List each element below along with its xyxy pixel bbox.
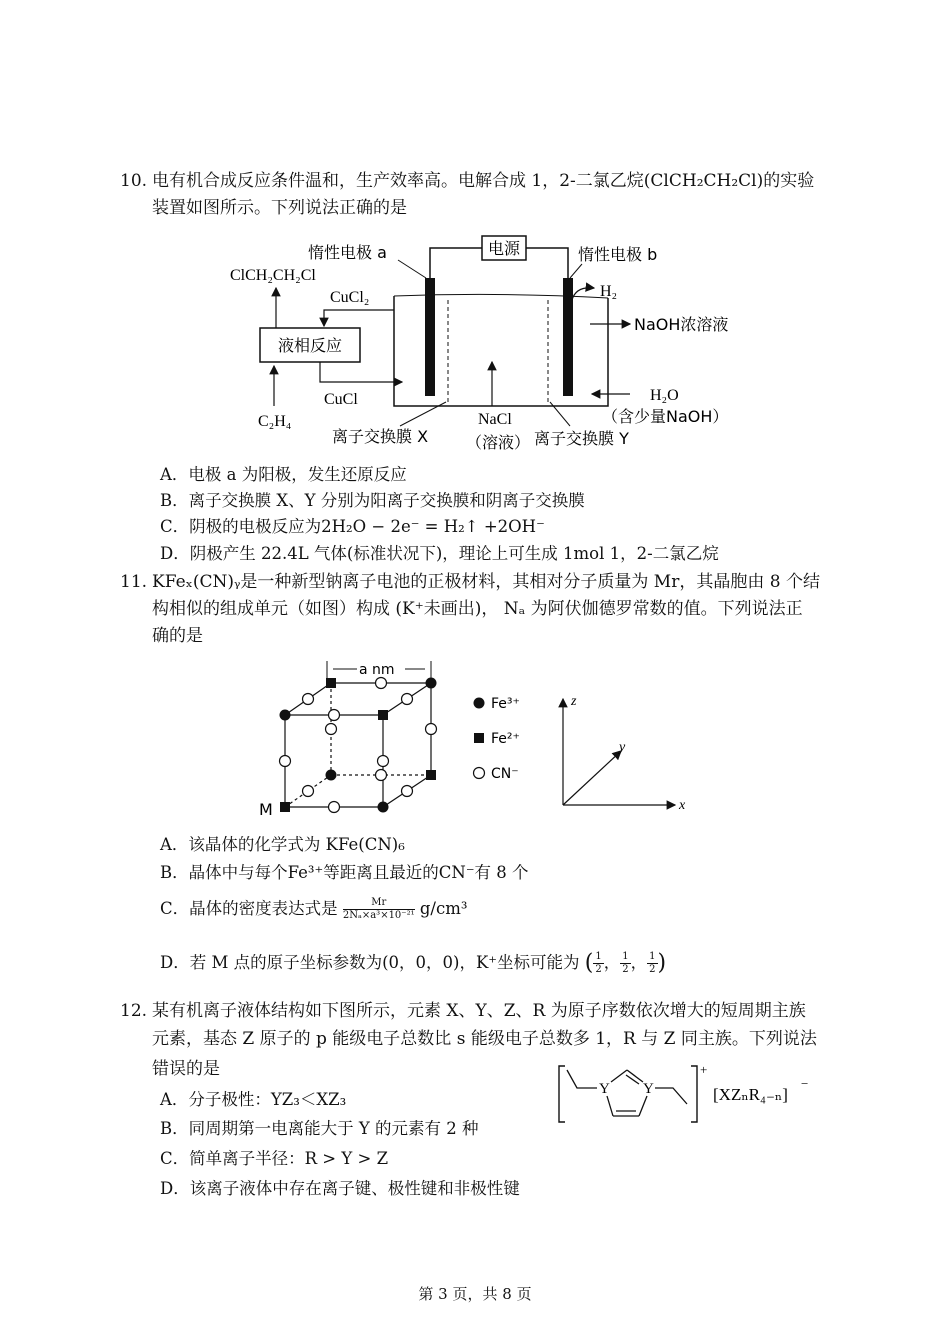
- q11-stem-line2: 构相似的组成单元（如图）构成 (K⁺未画出)， Nₐ 为阿伏伽德罗常数的值。下列说法正: [152, 599, 803, 619]
- point-m-label: M: [259, 800, 273, 819]
- membrane-x-label: 离子交换膜 X: [332, 427, 429, 446]
- axis-y-label: y: [619, 740, 626, 755]
- h2-label: H₂: [600, 283, 618, 300]
- legend-fe3-marker: [474, 698, 485, 709]
- axis-y: [563, 751, 621, 805]
- cucl2-arrow: [324, 310, 394, 326]
- q12-option-d[interactable]: D．该离子液体中存在离子键、极性键和非极性键: [160, 1179, 520, 1198]
- q11-stem-line1: KFeₓ(CN)ᵧ是一种新型钠离子电池的正极材料，其相对分子质量为 Mr，其晶胞由 8 个结: [152, 572, 820, 592]
- q11-option-c-unit: g/cm³: [419, 899, 468, 918]
- ring-atom-y1: Y: [599, 1081, 610, 1097]
- wire-a: [430, 248, 482, 280]
- wire-b: [526, 248, 568, 280]
- ionic-liquid-structure: [555, 1060, 815, 1130]
- legend-cn-label: CN⁻: [491, 766, 519, 782]
- q11-option-c-denominator: 2Nₐ×a³×10⁻²¹: [342, 910, 415, 921]
- axis-z-label: z: [571, 694, 577, 709]
- product-label: ClCH₂CH₂Cl: [230, 267, 316, 284]
- anion-formula: [XZₙR₄₋ₙ]: [713, 1085, 788, 1104]
- q12-option-a[interactable]: A．分子极性：YZ₃＜XZ₃: [160, 1090, 347, 1109]
- q10-stem-line1: 电有机合成反应条件温和，生产效率高。电解合成 1，2-二氯乙烷(ClCH₂CH₂Cl)的实验: [152, 171, 815, 191]
- anion-charge: −: [801, 1076, 809, 1091]
- nacl-label: NaCl: [478, 411, 512, 428]
- edge-label: a nm: [359, 662, 395, 678]
- electrode-a-label: 惰性电极 a: [308, 243, 387, 262]
- q10-stem-line2: 装置如图所示。下列说法正确的是: [152, 198, 407, 218]
- q11-option-c-fraction: [343, 897, 415, 922]
- q12-option-c[interactable]: C．简单离子半径：R > Y > Z: [160, 1149, 389, 1168]
- legend-fe2-label: Fe²⁺: [491, 731, 520, 747]
- legend-fe3-label: Fe³⁺: [491, 696, 520, 712]
- q11-stem-line3: 确的是: [152, 626, 203, 646]
- q10-option-c[interactable]: C．阴极的电极反应为2H₂O − 2e⁻ = H₂↑ +2OH⁻: [160, 517, 545, 536]
- legend-cn-marker: [474, 768, 485, 779]
- cucl2-label: CuCl₂: [330, 289, 370, 306]
- alkyl-chain: [655, 1088, 687, 1104]
- q10-option-d[interactable]: D．阴极产生 22.4L 气体(标准状况下)，理论上可生成 1mol 1，2-二氯乙烷: [160, 544, 719, 563]
- page-footer: 第 3 页，共 8 页: [418, 1285, 532, 1303]
- q11-number: 11.: [120, 572, 148, 592]
- h2o-label: H₂O: [650, 387, 679, 404]
- axis-x-label: x: [679, 798, 686, 813]
- q11-option-a[interactable]: A．该晶体的化学式为 KFe(CN)₆: [160, 835, 405, 854]
- q12-option-b[interactable]: B．同周期第一电离能大于 Y 的元素有 2 种: [160, 1119, 479, 1138]
- electrolysis-diagram: [220, 230, 780, 460]
- q10-number: 10.: [120, 171, 148, 191]
- c2h4-label: C₂H₄: [258, 413, 292, 430]
- membrane-y-label: 离子交换膜 Y: [534, 429, 629, 448]
- q11-option-c-numerator: Mr: [343, 897, 415, 910]
- q10-option-a[interactable]: A．电极 a 为阳极，发生还原反应: [160, 465, 407, 484]
- q11-option-d-frac3: $\frac{1}{2}$: [649, 951, 656, 975]
- q12-stem-line2: 元素，基态 Z 原子的 p 能级电子总数比 s 能级电子总数多 1，R 与 Z 同主族。下列说法: [152, 1029, 817, 1049]
- h2-arrow: [572, 288, 594, 300]
- crystal-cell-diagram: [255, 655, 705, 825]
- ethyl-chain: [567, 1070, 597, 1088]
- naoh-label: NaOH浓溶液: [634, 315, 729, 334]
- legend-fe2-marker: [474, 733, 484, 743]
- cation-left-bracket: [559, 1066, 565, 1122]
- electrode-b-label: 惰性电极 b: [578, 245, 658, 264]
- q11-option-c-prefix: C．晶体的密度表达式是: [160, 899, 338, 918]
- imidazolium-ring: [607, 1070, 647, 1116]
- q12-number: 12.: [120, 1001, 148, 1021]
- nacl-note: （溶液）: [466, 433, 531, 452]
- q11-option-d-rparen: ): [657, 950, 667, 976]
- q11-option-d-prefix: D．若 M 点的原子坐标参数为(0，0，0)，K⁺坐标可能为: [160, 953, 580, 972]
- q11-option-c[interactable]: [160, 896, 467, 922]
- q11-option-d-sep2: ，: [630, 953, 648, 972]
- h2o-note: （含少量NaOH）: [602, 407, 729, 426]
- cucl-arrow: [320, 362, 402, 382]
- q11-option-d-frac2: $\frac{1}{2}$: [622, 951, 629, 975]
- power-label: 电源: [487, 239, 521, 258]
- q11-option-d-sep1: ，: [603, 953, 621, 972]
- cation-right-bracket: [691, 1066, 697, 1122]
- q11-option-d[interactable]: [160, 950, 666, 977]
- q11-option-d-lparen: (: [584, 950, 594, 976]
- q11-option-b[interactable]: B．晶体中与每个Fe³⁺等距离且最近的CN⁻有 8 个: [160, 863, 529, 882]
- electrode-b-pointer: [570, 264, 582, 278]
- electrode-a-pointer: [398, 260, 426, 278]
- ring-atom-y2: Y: [643, 1081, 654, 1097]
- q10-option-b[interactable]: B．离子交换膜 X、Y 分别为阳离子交换膜和阴离子交换膜: [160, 491, 585, 510]
- cation-charge: +: [700, 1062, 708, 1077]
- electrode-b: [563, 278, 573, 396]
- electrode-a: [425, 278, 435, 396]
- reactor-label: 液相反应: [277, 336, 343, 355]
- q11-option-d-frac1: $\frac{1}{2}$: [595, 951, 602, 975]
- q12-stem-line1: 某有机离子液体结构如下图所示，元素 X、Y、Z、R 为原子序数依次增大的短周期主族: [152, 1001, 806, 1021]
- cn-ions: [280, 678, 437, 813]
- q12-stem-line3: 错误的是: [152, 1059, 220, 1079]
- cucl-label: CuCl: [324, 391, 358, 408]
